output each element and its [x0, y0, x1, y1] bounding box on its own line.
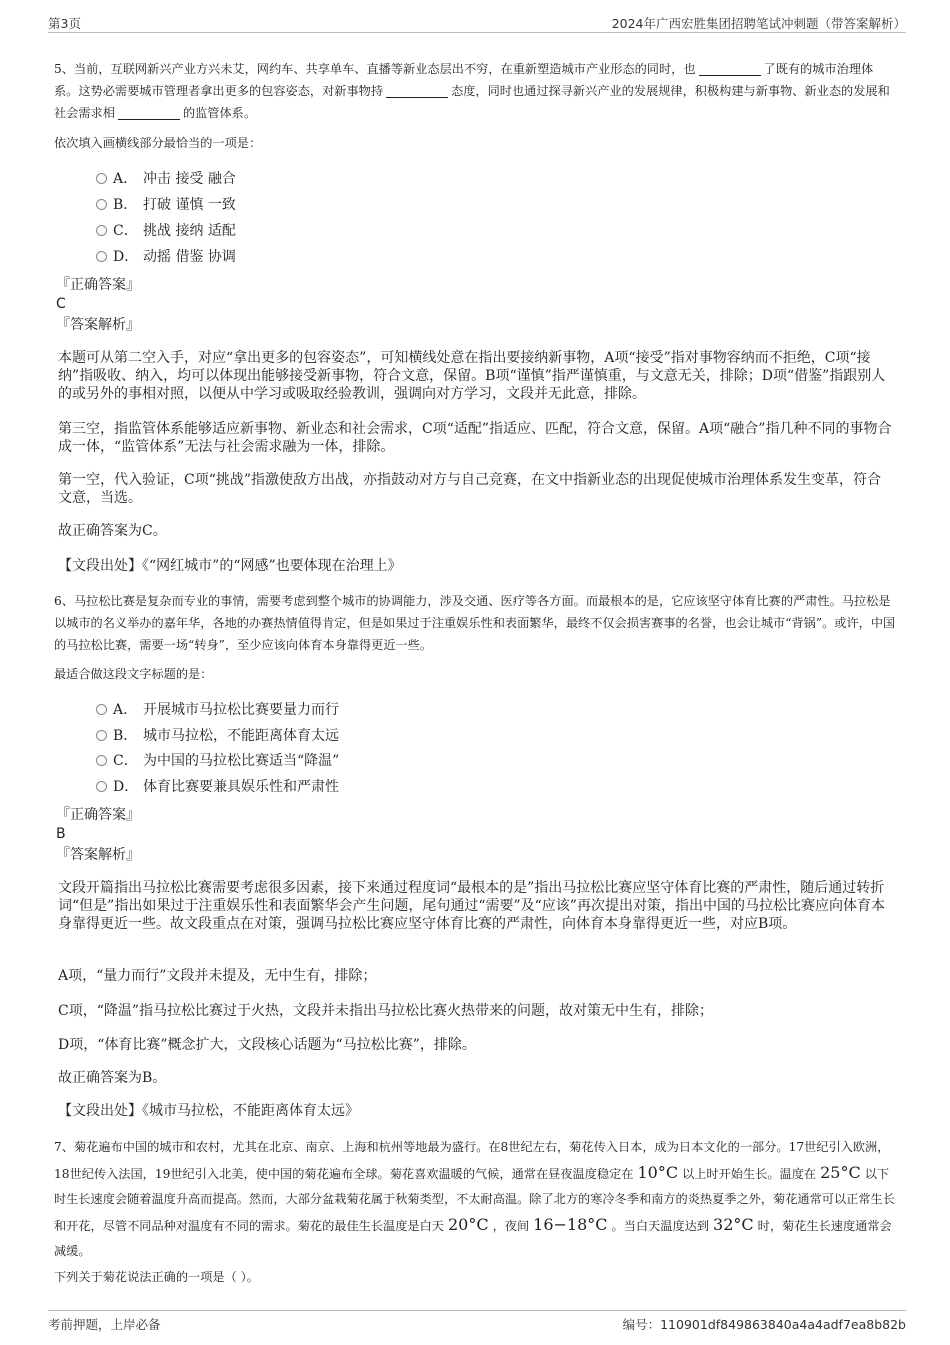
- question-6-stem: 6、马拉松比赛是复杂而专业的事情，需要考虑到整个城市的协调能力，涉及交通、医疗等各方面。而最根本的是，它应该坚守体育比赛的严肃性。马拉松是以城市的名义举办的嘉年华，各地的办赛热情值得肯定，但是如果过于注重娱乐性和表面繁华，最终不仅会损害赛事的名誉，也会让城市“背锅”。或许，中国的马拉松比赛，需要一场“转身”，至少应该向体育本身靠得更近一些。: [54, 594, 896, 652]
- page-footer: [48, 1310, 906, 1335]
- radio-icon[interactable]: [96, 755, 107, 766]
- temperature-value: 16−18°C: [533, 1215, 608, 1234]
- temperature-value: 32°C: [713, 1215, 754, 1234]
- question-7-prompt: 下列关于菊花说法正确的一项是（ ）。: [54, 1270, 259, 1284]
- q6-answer-label: 『正确答案』: [56, 807, 140, 823]
- temperature-value: 10°C: [637, 1163, 679, 1182]
- radio-icon[interactable]: [96, 781, 107, 792]
- blank-3: [118, 105, 180, 120]
- radio-icon[interactable]: [96, 225, 107, 236]
- radio-icon[interactable]: [96, 251, 107, 262]
- q5-source: 【文段出处】《“网红城市”的“网感”也要体现在治理上》: [58, 558, 402, 574]
- q5-option-b[interactable]: B． 打破 谨慎 一致: [96, 195, 236, 215]
- radio-icon[interactable]: [96, 173, 107, 184]
- q5-analysis-paragraph: 第三空，指监管体系能够适应新事物、新业态和社会需求，C项“适配”指适应、匹配，符合文意，保留。A项“融合”指几种不同的事物合成一体，“监管体系”无法与社会需求融为一体，排除。: [58, 421, 892, 455]
- page-number: 第3页: [48, 16, 81, 31]
- radio-icon[interactable]: [96, 199, 107, 210]
- q6-option-c[interactable]: C． 为中国的马拉松比赛适当“降温”: [96, 751, 339, 771]
- q6-analysis-conclusion: 故正确答案为B。: [58, 1070, 167, 1086]
- question-7-stem: 7、菊花遍布中国的城市和农村，尤其在北京、南京、上海和杭州等地最为盛行。在8世纪左右，菊花传入日本，成为日本文化的一部分。17世纪引入欧洲，18世纪传入法国，19世纪引入北美，使中国的菊花遍布全球。菊花喜欢温暖的气候，通常在昼夜温度稳定在 10°C 以上时开始生长。温度在 25°C 以下时生长速度会随着温度升高而提高。然而，大部分盆栽菊花属于秋菊类型，不太耐高温。除了北方的寒冷冬季和南方的炎热夏季之外，菊花通常可以正常生长和开花，尽管不同品种对温度有不同的需求。菊花的最佳生长温度是白天 20°C ，夜间 16−18°C 。当白天温度达到 32°C 时，菊花生长速度通常会减缓。: [54, 1140, 895, 1258]
- document-title: 2024年广西宏胜集团招聘笔试冲刺题（带答案解析）: [611, 16, 906, 31]
- blank-2: [386, 83, 448, 98]
- question-6-prompt: 最适合做这段文字标题的是：: [54, 667, 213, 681]
- q6-option-a[interactable]: A． 开展城市马拉松比赛要量力而行: [96, 700, 339, 720]
- question-5-stem: 5、当前，互联网新兴产业方兴未艾，网约车、共享单车、直播等新业态层出不穷，在重新塑造城市产业形态的同时，也 了既有的城市治理体系。这势必需要城市管理者拿出更多的包容姿态，对新事物持 态度，同时也通过探寻新兴产业的发展规律，积极构建与新事物、新业态的发展和社会需求相 的监管体系。: [54, 62, 890, 120]
- q5-analysis-conclusion: 故正确答案为C。: [58, 523, 167, 539]
- q5-analysis-paragraph: 本题可从第二空入手，对应“拿出更多的包容姿态”，可知横线处意在指出要接纳新事物，A项“接受”指对事物容纳而不拒绝，C项“接纳”指吸收、纳入，均可以体现出能够接受新事物，符合文意，保留。B项“谨慎”指严谨慎重，与文意无关，排除；D项“借鉴”指跟别人的或另外的事相对照，以便从中学习或吸取经验教训，强调向对方学习，文段并无此意，排除。: [58, 350, 886, 402]
- page-header: [48, 10, 906, 33]
- q6-analysis-label: 『答案解析』: [56, 847, 140, 863]
- q5-analysis-label: 『答案解析』: [56, 317, 140, 333]
- footer-slogan: 考前押题，上岸必备: [48, 1317, 161, 1332]
- q6-source: 【文段出处】《城市马拉松，不能距离体育太远》: [58, 1103, 359, 1119]
- q6-option-b[interactable]: B． 城市马拉松，不能距离体育太远: [96, 726, 339, 746]
- q6-analysis-paragraph: C项，“降温”指马拉松比赛过于火热，文段并未指出马拉松比赛火热带来的问题，故对策无中生有，排除；: [58, 1003, 714, 1019]
- temperature-value: 25°C: [820, 1163, 861, 1182]
- radio-icon[interactable]: [96, 730, 107, 741]
- blank-1: [699, 61, 761, 76]
- q5-option-a[interactable]: A． 冲击 接受 融合: [96, 169, 236, 189]
- q6-analysis-paragraph: D项，“体育比赛”概念扩大，文段核心话题为“马拉松比赛”，排除。: [58, 1037, 476, 1053]
- q6-analysis-paragraph: A项，“量力而行”文段并未提及，无中生有，排除；: [58, 968, 377, 984]
- q6-answer: B: [56, 826, 66, 842]
- q6-analysis-paragraph: 文段开篇指出马拉松比赛需要考虑很多因素，接下来通过程度词“最根本的是”指出马拉松比赛应坚守体育比赛的严肃性，随后通过转折词“但是”指出如果过于注重娱乐性和表面繁华会产生问题，尾句通过“需要”及“应该”再次提出对策，指出中国的马拉松比赛应向体育本身靠得更近一些。故文段重点在对策，强调马拉松比赛应坚守体育比赛的严肃性，向体育本身靠得更近一些，对应B项。: [58, 880, 885, 932]
- temperature-value: 20°C: [448, 1215, 489, 1234]
- q5-option-d[interactable]: D． 动摇 借鉴 协调: [96, 247, 236, 267]
- question-5-prompt: 依次填入画横线部分最恰当的一项是：: [54, 136, 262, 150]
- q5-option-c[interactable]: C． 挑战 接纳 适配: [96, 221, 236, 241]
- document-id: 编号：110901df849863840a4a4adf7ea8b82b: [622, 1317, 906, 1332]
- q5-answer: C: [56, 296, 66, 312]
- q6-option-d[interactable]: D． 体育比赛要兼具娱乐性和严肃性: [96, 777, 339, 797]
- q5-answer-label: 『正确答案』: [56, 277, 140, 293]
- q5-analysis-paragraph: 第一空，代入验证，C项“挑战”指激使敌方出战，亦指鼓动对方与自己竞赛，在文中指新业态的出现促使城市治理体系发生变革，符合文意，当选。: [58, 472, 882, 506]
- radio-icon[interactable]: [96, 704, 107, 715]
